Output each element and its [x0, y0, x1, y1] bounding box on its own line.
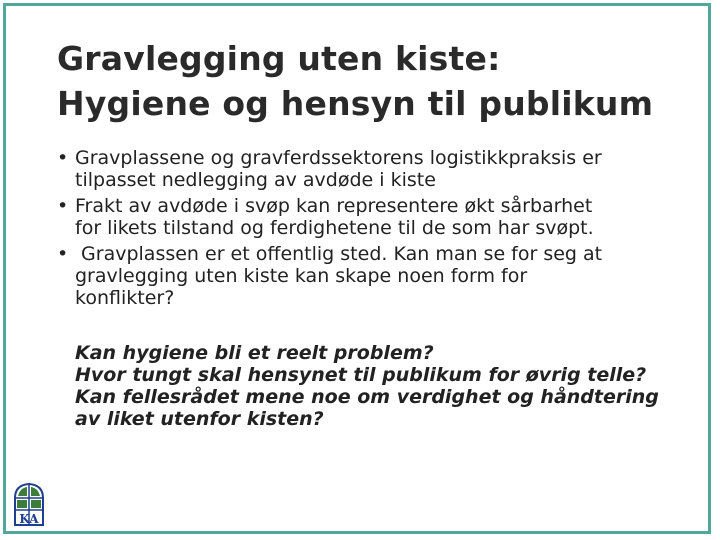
slide-title — [57, 36, 697, 126]
bullet-text-line: konflikter? — [75, 287, 175, 309]
church-window-logo-icon — [12, 482, 46, 526]
bullet-list — [57, 147, 697, 313]
question-line: Kan fellesrådet mene noe om verdighet og håndtering — [75, 386, 659, 408]
title-line-1: Gravlegging uten kiste: — [57, 39, 501, 78]
bullet-item — [57, 147, 697, 191]
bullet-dot: • — [57, 195, 69, 217]
bullet-text-line: Frakt av avdøde i svøp kan representere økt sårbarhet — [75, 195, 593, 217]
bullet-text-line: gravlegging uten kiste kan skape noen form for — [75, 265, 528, 287]
question-line: av liket utenfor kisten? — [75, 408, 324, 430]
title-line-2: Hygiene og hensyn til publikum — [57, 84, 654, 123]
bullet-item — [57, 243, 697, 309]
bullet-item — [57, 195, 697, 239]
logo-text: KA — [19, 512, 39, 526]
bullet-text-line: for likets tilstand og ferdighetene til de som har svøpt. — [75, 217, 594, 239]
bullet-dot: • — [57, 243, 69, 265]
bullet-text-line: tilpasset nedlegging av avdøde i kiste — [75, 169, 436, 191]
bullet-text-line: Gravplassen er et offentlig sted. Kan man se for seg at — [75, 243, 603, 265]
bullet-text-line: Gravplassene og gravferdssektorens logistikkpraksis er — [75, 147, 602, 169]
bullet-dot: • — [57, 147, 69, 169]
discussion-questions — [75, 342, 695, 430]
question-line: Hvor tungt skal hensynet til publikum for øvrig telle? — [75, 364, 647, 386]
question-line: Kan hygiene bli et reelt problem? — [75, 342, 434, 364]
